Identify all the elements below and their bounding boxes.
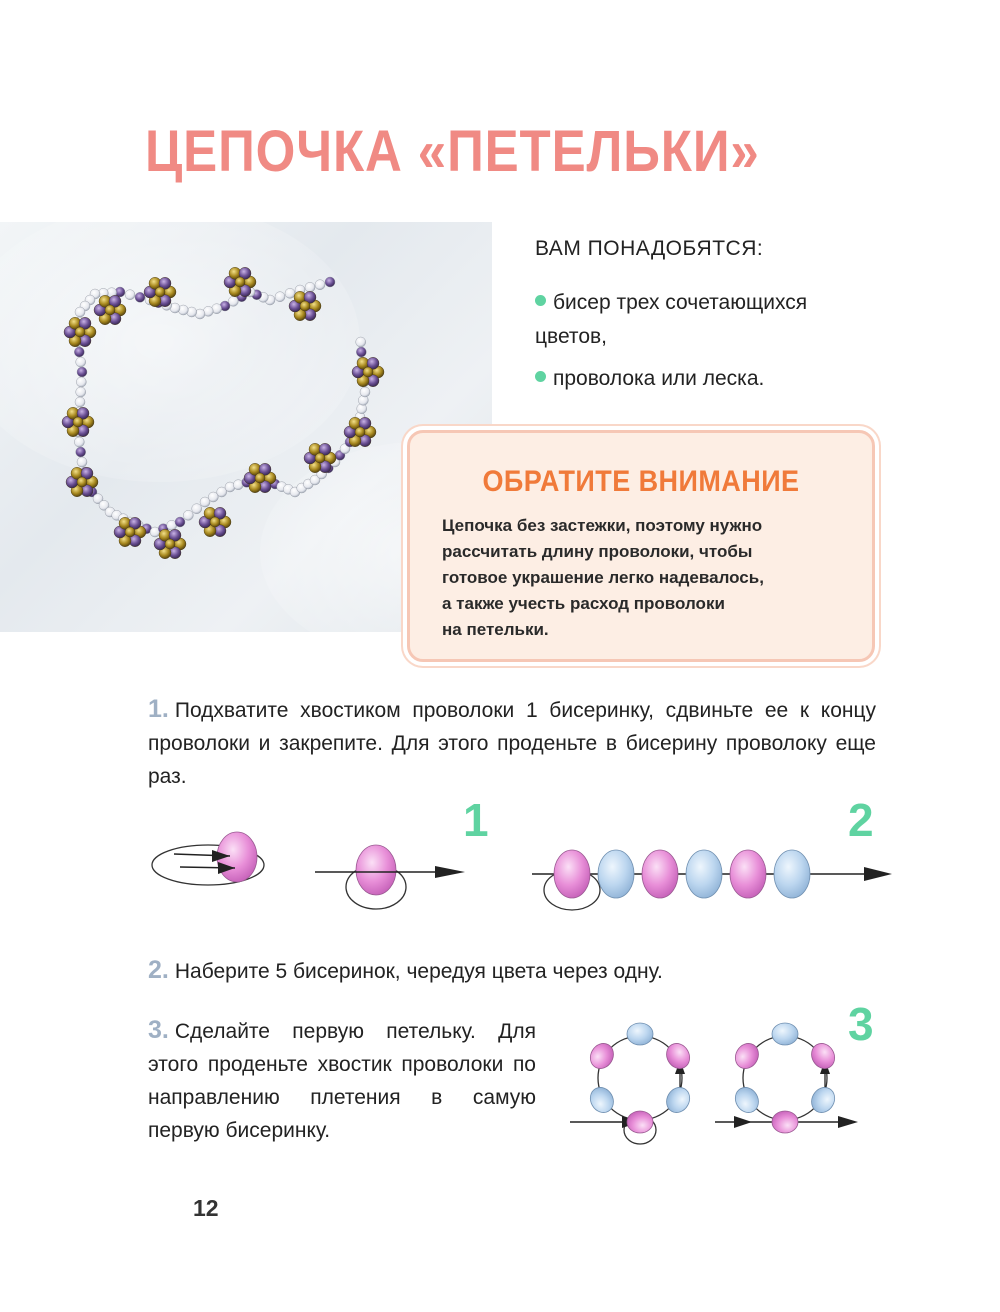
attention-line: а также учесть расход проволоки — [442, 594, 725, 613]
bullet-icon — [535, 295, 546, 306]
bracelet-bead — [356, 347, 366, 357]
materials-list — [535, 286, 865, 404]
flower-center-bead — [315, 453, 325, 463]
pink-bead — [627, 1111, 653, 1133]
pink-bead — [586, 1039, 618, 1073]
attention-line: Цепочка без застежки, поэтому нужно — [442, 516, 763, 535]
flower-center-bead — [355, 427, 365, 437]
pink-bead — [662, 1039, 694, 1073]
bracelet-bead — [356, 337, 366, 347]
pink-bead — [807, 1039, 839, 1073]
bracelet-bead — [305, 282, 315, 292]
figure-number-2: 2 — [848, 794, 874, 846]
pink-bead — [642, 850, 678, 898]
attention-callout — [407, 430, 875, 662]
figure-number-1: 1 — [463, 794, 489, 846]
pink-bead — [772, 1111, 798, 1133]
flower-center-bead — [77, 477, 87, 487]
step-number: 1. — [148, 695, 169, 723]
flower-center-bead — [255, 473, 265, 483]
figure-1a — [152, 832, 264, 885]
bracelet-bead — [192, 504, 202, 514]
bracelet-bead — [75, 397, 85, 407]
bracelet-bead — [77, 367, 87, 377]
bracelet-bead — [360, 387, 370, 397]
blue-bead — [627, 1023, 653, 1045]
diagram-step-3 — [560, 1010, 860, 1160]
bracelet-bead — [75, 307, 85, 317]
attention-line: рассчитать длину проволоки, чтобы — [442, 542, 753, 561]
page-number: 12 — [193, 1195, 219, 1221]
step-number: 2. — [148, 956, 169, 984]
attention-line: готовое украшение легко надевалось, — [442, 568, 764, 587]
blue-bead — [772, 1023, 798, 1045]
materials-item-text: проволока или леска. — [553, 367, 765, 390]
bracelet-bead — [125, 290, 135, 300]
step-text: Наберите 5 бисеринок, чередуя цвета через одну. — [174, 960, 663, 983]
flower-center-bead — [105, 305, 115, 315]
blue-bead — [807, 1083, 839, 1117]
bracelet-bead — [325, 277, 335, 287]
step-text: Сделайте первую петельку. Для этого проденьте хвостик проволоки по направлению плетения в самую первую бисеринку. — [148, 1020, 536, 1142]
step-number: 3. — [148, 1016, 169, 1044]
page-title: ЦЕПОЧКА «ПЕТЕЛЬКИ» — [145, 119, 760, 184]
pink-bead — [730, 850, 766, 898]
bracelet-bead — [76, 377, 86, 387]
flower-center-bead — [75, 327, 85, 337]
bracelet-bead — [135, 292, 145, 302]
blue-bead — [586, 1083, 618, 1117]
flower-center-bead — [300, 301, 310, 311]
flower-center-bead — [165, 539, 175, 549]
bullet-icon — [535, 371, 546, 382]
attention-text — [442, 513, 852, 643]
bead-ring — [731, 1023, 839, 1133]
pink-bead — [554, 850, 590, 898]
materials-item-text: бисер трех сочетающихся цветов, — [535, 291, 808, 348]
bead-ring — [586, 1023, 694, 1133]
bracelet-bead — [285, 288, 295, 298]
bracelet-bead — [275, 292, 285, 302]
step-2 — [148, 954, 876, 988]
bracelet-bead — [76, 387, 86, 397]
figure-2 — [532, 850, 892, 910]
bracelet-bead — [77, 457, 87, 467]
blue-bead — [731, 1083, 763, 1117]
bracelet-bead — [76, 447, 86, 457]
blue-bead — [598, 850, 634, 898]
figure-3a — [570, 1023, 694, 1144]
flower-center-bead — [235, 277, 245, 287]
materials-heading: ВАМ ПОНАДОБЯТСЯ: — [535, 237, 764, 260]
materials-item — [535, 286, 865, 354]
bracelet-bead — [76, 357, 86, 367]
figure-3b — [715, 1023, 858, 1133]
flower-center-bead — [125, 527, 135, 537]
attention-title: ОБРАТИТЕ ВНИМАНИЕ — [482, 465, 800, 498]
blue-bead — [774, 850, 810, 898]
step-1 — [148, 693, 876, 793]
flower-center-bead — [73, 417, 83, 427]
attention-line: на петельки. — [442, 620, 549, 639]
step-text: Подхватите хвостиком проволоки 1 бисеринку, сдвиньте ее к концу проволоки и закрепите. Для этого проденьте в бисерину проволоку еще раз. — [148, 699, 876, 788]
figure-number-3: 3 — [848, 998, 874, 1050]
bracelet-bead — [315, 280, 325, 290]
figure-1b — [315, 845, 465, 909]
diagram-step-1-2 — [140, 820, 900, 920]
bracelet-bead — [74, 437, 84, 447]
flower-center-bead — [155, 287, 165, 297]
flower-center-bead — [363, 367, 373, 377]
step-3 — [148, 1014, 536, 1147]
materials-item — [535, 362, 865, 396]
flower-center-bead — [210, 517, 220, 527]
bracelet-bead — [175, 517, 185, 527]
bracelet-bead — [74, 347, 84, 357]
blue-bead — [686, 850, 722, 898]
pink-bead — [731, 1039, 763, 1073]
bracelet-bead — [183, 510, 193, 520]
blue-bead — [662, 1083, 694, 1117]
